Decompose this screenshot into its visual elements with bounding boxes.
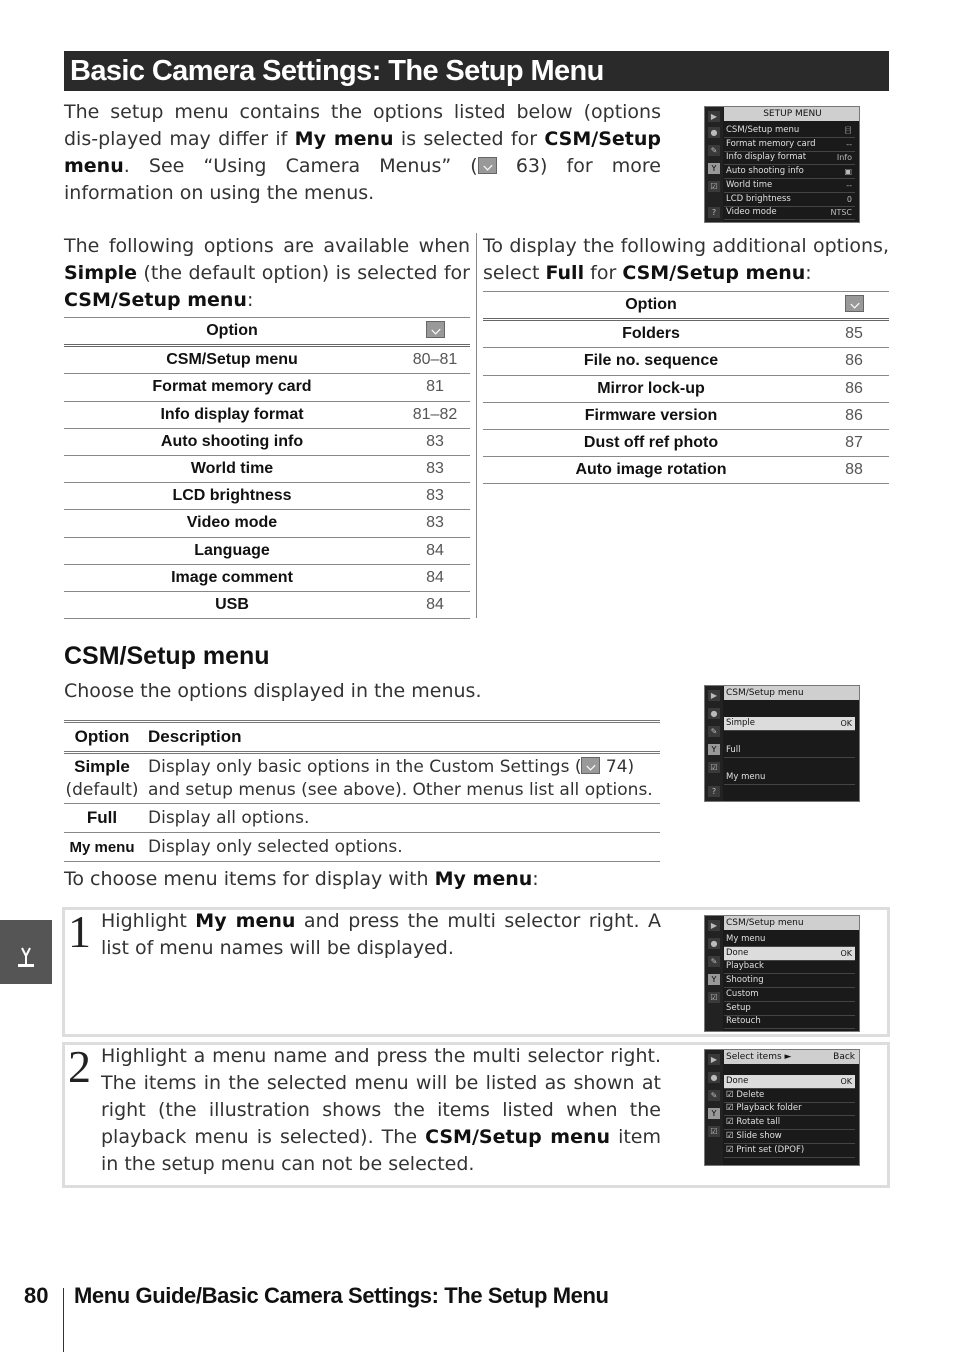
retouch-icon: ☑ (708, 762, 720, 773)
menu-item[interactable] (724, 1130, 855, 1144)
camera-icon: ● (708, 938, 720, 949)
menu-sidebar (705, 107, 723, 222)
setup-wrench-icon: Y (708, 1108, 720, 1119)
menu-item-label: LCD brightness (726, 193, 791, 204)
option-name: Image comment (64, 564, 400, 591)
screen-header: CSM/Setup menu (724, 916, 859, 930)
menu-item-label: Setup (726, 1002, 751, 1013)
menu-item-label: Playback (726, 961, 764, 972)
option-name: Info display format (64, 401, 400, 428)
section-tab (0, 920, 52, 984)
menu-item-label: ☑ Delete (726, 1089, 765, 1100)
page-reference: 84 (400, 591, 470, 618)
menu-sidebar (705, 1050, 723, 1165)
option-name: Folders (483, 320, 819, 348)
option-column-header: Option (64, 318, 400, 346)
simple-options-column (64, 233, 470, 619)
menu-item[interactable] (724, 193, 855, 207)
option-cell: My menu (64, 833, 140, 862)
simple-intro-text-2: (the default option) is selected for (137, 262, 470, 284)
intro-text-3: . See “Using Camera Menus” ( (123, 155, 478, 177)
option-name: Firmware version (483, 402, 819, 429)
intro-text-4: 63) for more information on using the menus. (64, 155, 661, 204)
table-row (64, 374, 470, 401)
help-icon: ? (708, 786, 720, 797)
option-name: CSM/Setup menu (64, 346, 400, 374)
table-row (64, 510, 470, 537)
table-row (64, 537, 470, 564)
menu-item[interactable] (724, 974, 855, 988)
table-row (64, 455, 470, 482)
retouch-icon: ☑ (708, 992, 720, 1003)
table-row (483, 429, 889, 456)
setup-wrench-icon: Y (708, 744, 720, 755)
menu-item-value: -- (846, 139, 852, 149)
table-row (483, 402, 889, 429)
select-items-label: Select items ► (726, 1052, 792, 1062)
camera-icon: ● (708, 127, 720, 138)
section-lead: Choose the options displayed in the menus. (64, 680, 482, 702)
choose-text-1: To choose menu items for display with (64, 868, 435, 890)
description-cell: Display only selected options. (140, 833, 660, 862)
menu-item[interactable] (724, 1102, 855, 1116)
option-name: Language (64, 537, 400, 564)
option-name: LCD brightness (64, 483, 400, 510)
camera-icon: ● (708, 1072, 720, 1083)
full-options-column (483, 233, 889, 484)
menu-item-label: Shooting (726, 975, 764, 986)
retouch-icon: ☑ (708, 1126, 720, 1137)
page-reference: 86 (819, 402, 889, 429)
full-intro-text-1: To display the following additional options, select (483, 235, 889, 284)
menu-item-value: Info (836, 153, 852, 163)
simple-intro-bold-1: Simple (64, 262, 137, 284)
pencil-icon: ✎ (708, 726, 720, 737)
setup-wrench-icon (0, 920, 52, 984)
option-name: Simple (74, 757, 130, 776)
menu-item-label: ☑ Rotate tall (726, 1117, 781, 1128)
table-row (483, 375, 889, 402)
screen-header: SETUP MENU (724, 107, 859, 121)
option-cell: Full (64, 804, 140, 833)
step-number: 2 (68, 1041, 91, 1092)
page-column-header (400, 318, 470, 346)
full-intro-text-2: for (584, 262, 623, 284)
page-reference-icon (581, 757, 600, 774)
page-reference: 85 (819, 320, 889, 348)
table-row (483, 320, 889, 348)
back-label: Back (833, 1052, 855, 1062)
step-text-1: Highlight (101, 910, 196, 932)
menu-item-label: Retouch (726, 1016, 761, 1027)
menu-item-value: OK (840, 948, 852, 958)
menu-item-label: Done (726, 947, 749, 958)
full-intro-bold-2: CSM/Setup menu (622, 262, 806, 284)
option-name: Format memory card (64, 374, 400, 401)
menu-item-label: ☑ Playback folder (726, 1103, 802, 1114)
select-items-screen (704, 1049, 860, 1166)
menu-item-label: My menu (726, 772, 766, 782)
my-menu-screen (704, 915, 860, 1032)
table-row (64, 591, 470, 618)
csm-setup-screen (704, 685, 860, 802)
setup-wrench-icon: Y (708, 163, 720, 174)
menu-item-value: OK (840, 1077, 852, 1086)
menu-item-value: -- (846, 180, 852, 190)
menu-item-label: Custom (726, 988, 759, 999)
intro-text-2: is selected for (393, 128, 545, 150)
simple-intro-text-3: : (246, 289, 254, 311)
playback-icon: ▶ (708, 690, 720, 701)
menu-item[interactable] (724, 960, 855, 974)
option-name: Dust off ref photo (483, 429, 819, 456)
page-reference: 80–81 (400, 346, 470, 374)
page-reference: 83 (400, 455, 470, 482)
menu-item-label: Done (726, 1076, 749, 1086)
page-reference: 84 (400, 564, 470, 591)
page-reference-icon (845, 295, 864, 312)
page-reference: 83 (400, 510, 470, 537)
option-default-note: (default) (65, 780, 139, 800)
option-name: Mirror lock-up (483, 375, 819, 402)
page-reference: 83 (400, 483, 470, 510)
choose-bold: My menu (434, 868, 533, 890)
menu-item-label: World time (726, 179, 773, 190)
menu-item-value: 0 (846, 194, 852, 204)
section-title: CSM/Setup menu (64, 642, 270, 670)
menu-item[interactable] (724, 1144, 855, 1158)
pencil-icon: ✎ (708, 1090, 720, 1101)
playback-icon: ▶ (708, 111, 720, 122)
page-column-header (819, 292, 889, 320)
step-text-2: item in the setup menu can not be selected. (101, 1126, 662, 1175)
page-reference: 81 (400, 374, 470, 401)
page-reference: 81–82 (400, 401, 470, 428)
pencil-icon: ✎ (708, 956, 720, 967)
table-header-row (64, 318, 470, 346)
description-text-2: 74) and setup menus (see above). Other menus list all options. (148, 756, 653, 800)
csm-options-table (64, 720, 660, 862)
table-row (64, 483, 470, 510)
menu-item-label: Video mode (726, 207, 777, 218)
step-1-text (101, 908, 661, 962)
simple-intro-bold-2: CSM/Setup menu (64, 289, 247, 311)
option-name: Auto shooting info (64, 428, 400, 455)
table-row (483, 457, 889, 484)
step-2-text (101, 1043, 661, 1178)
full-intro (483, 233, 889, 287)
simple-options-table (64, 317, 470, 619)
table-row (64, 804, 660, 833)
description-cell: Display all options. (140, 804, 660, 833)
menu-item-label: Auto shooting info (726, 166, 804, 177)
page-reference-icon (426, 321, 445, 338)
menu-item-label: Info display format (726, 152, 807, 163)
full-intro-text-3: : (805, 262, 812, 284)
menu-item[interactable] (724, 1116, 855, 1130)
menu-item[interactable] (724, 988, 855, 1002)
option-name: World time (64, 455, 400, 482)
table-row (64, 753, 660, 804)
menu-item[interactable] (724, 1015, 855, 1029)
table-header-row (64, 722, 660, 753)
menu-item[interactable] (724, 151, 855, 165)
step-bold: My menu (195, 910, 296, 932)
table-row (64, 833, 660, 862)
page-reference: 86 (819, 348, 889, 375)
menu-item[interactable] (724, 1089, 855, 1103)
playback-icon: ▶ (708, 1054, 720, 1065)
column-divider (476, 233, 477, 618)
table-header-row (483, 292, 889, 320)
menu-item-value: NTSC (830, 208, 852, 218)
step-text-1: Highlight a menu name and press the multi selector right. The items in the selected menu will be listed as shown at right (the illustration shows the items listed when the playback menu is selected). The (101, 1045, 661, 1148)
description-cell (140, 753, 660, 804)
option-name: Auto image rotation (483, 457, 819, 484)
table-row (483, 348, 889, 375)
full-options-body (483, 320, 889, 484)
choose-text-2: : (532, 868, 539, 890)
camera-icon: ● (708, 708, 720, 719)
page-reference: 88 (819, 457, 889, 484)
menu-item[interactable] (724, 138, 855, 152)
option-cell (64, 753, 140, 804)
simple-intro-text-1: The following options are available when (64, 235, 470, 257)
menu-item-label: My menu (726, 934, 766, 944)
menu-sidebar (705, 916, 723, 1031)
option-name: File no. sequence (483, 348, 819, 375)
playback-icon: ▶ (708, 920, 720, 931)
description-column-header: Description (140, 722, 660, 753)
menu-item[interactable] (724, 933, 855, 947)
menu-sidebar (705, 686, 723, 801)
page-reference: 83 (400, 428, 470, 455)
page-reference: 87 (819, 429, 889, 456)
menu-item[interactable] (724, 744, 855, 758)
menu-item-label: ☑ Print set (DPOF) (726, 1144, 805, 1155)
table-row (64, 401, 470, 428)
menu-item-label: Full (726, 745, 741, 755)
table-row (64, 564, 470, 591)
menu-item[interactable] (724, 771, 855, 785)
menu-item-value: OK (840, 719, 852, 728)
step-bold: CSM/Setup menu (425, 1126, 611, 1148)
step-number: 1 (68, 906, 91, 957)
option-column-header: Option (483, 292, 819, 320)
screen-header (724, 1050, 859, 1064)
step-text-2: and press the multi selector right. A list of menu names will be displayed. (101, 910, 661, 959)
menu-item[interactable] (724, 206, 855, 220)
intro-bold-1: My menu (294, 128, 394, 150)
menu-item[interactable] (724, 717, 855, 731)
option-name: USB (64, 591, 400, 618)
menu-item-value: ▣ (844, 167, 852, 177)
page-title: Basic Camera Settings: The Setup Menu (70, 55, 604, 87)
full-intro-bold-1: Full (545, 262, 585, 284)
screen-header: CSM/Setup menu (724, 686, 859, 700)
menu-item[interactable] (724, 1075, 855, 1089)
intro-paragraph (64, 99, 661, 207)
pencil-icon: ✎ (708, 145, 720, 156)
help-icon: ? (708, 207, 720, 218)
menu-item-label: ☑ Slide show (726, 1130, 782, 1141)
full-options-table (483, 291, 889, 484)
option-column-header: Option (64, 722, 140, 753)
intro-text-1: The setup menu contains the options listed below (options dis-played may differ if (64, 101, 661, 150)
page-reference: 86 (819, 375, 889, 402)
menu-item-label: Format memory card (726, 138, 816, 149)
retouch-icon: ☑ (708, 181, 720, 192)
footer-running-title: Menu Guide/Basic Camera Settings: The Setup Menu (74, 1283, 609, 1308)
setup-wrench-icon: Y (708, 974, 720, 985)
simple-intro (64, 233, 470, 314)
page-number: 80 (24, 1283, 49, 1308)
description-text-1: Display only basic options in the Custom Settings ( (148, 756, 582, 777)
table-row (64, 428, 470, 455)
page-reference: 84 (400, 537, 470, 564)
choose-instruction (64, 868, 539, 890)
intro-bold-2: CSM/Setup menu (64, 128, 661, 177)
menu-item[interactable] (724, 124, 855, 138)
menu-item[interactable] (724, 179, 855, 193)
option-name: Video mode (64, 510, 400, 537)
simple-options-body (64, 346, 470, 619)
menu-item-value: 目 (844, 126, 852, 135)
table-row (64, 346, 470, 374)
menu-item[interactable] (724, 165, 855, 179)
menu-item[interactable] (724, 1002, 855, 1016)
page-reference-icon (478, 157, 497, 174)
setup-menu-screen (704, 106, 860, 223)
footer-divider (63, 1288, 64, 1352)
menu-item[interactable] (724, 947, 855, 961)
menu-item-label: Simple (726, 718, 756, 728)
menu-item-label: CSM/Setup menu (726, 125, 800, 135)
